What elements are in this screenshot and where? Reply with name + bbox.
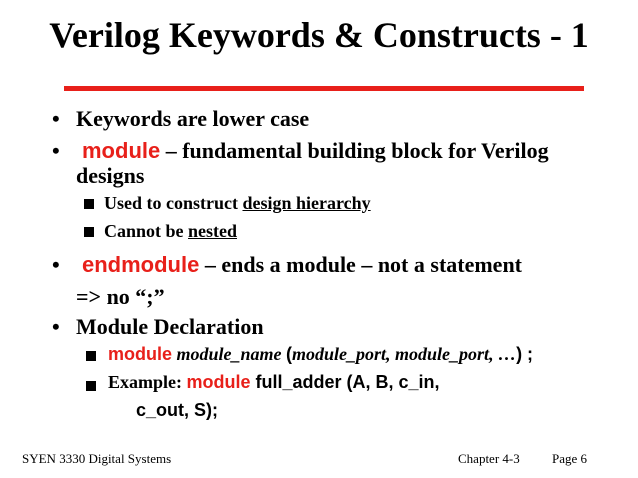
bullet-module-continuation: designs bbox=[76, 163, 145, 188]
bullet-dot: • bbox=[52, 252, 60, 277]
bullet-endmodule bbox=[82, 252, 522, 278]
sub-bullet-hierarchy bbox=[104, 193, 371, 214]
example-label: Example: bbox=[108, 372, 187, 392]
sub-bullet-hierarchy-text: Used to construct bbox=[104, 193, 243, 213]
square-bullet-icon bbox=[86, 381, 96, 391]
sub-bullet-example bbox=[108, 372, 440, 393]
example-code-continuation: c_out, S); bbox=[136, 400, 219, 420]
square-bullet-icon bbox=[84, 199, 94, 209]
square-bullet-icon bbox=[84, 227, 94, 237]
title-underline bbox=[64, 86, 584, 91]
footer-chapter: Chapter 4-3 bbox=[458, 451, 520, 466]
keyword-module-syntax: module bbox=[108, 344, 173, 364]
bullet-dot: • bbox=[52, 314, 60, 339]
port-ellipsis: , … bbox=[489, 344, 517, 364]
module-port-2: module_port bbox=[395, 344, 490, 364]
sub-bullet-module-syntax bbox=[108, 344, 533, 365]
bullet-endmodule-continuation: => no “;” bbox=[76, 284, 165, 309]
footer-page: Page 6 bbox=[552, 451, 588, 466]
bullet-endmodule-text: – ends a module – not a statement bbox=[199, 252, 523, 277]
slide-title: Verilog Keywords & Constructs - 1 bbox=[49, 15, 589, 55]
bullet-module-text: – fundamental building block for Verilog bbox=[160, 138, 549, 163]
design-hierarchy-underlined: design hierarchy bbox=[242, 193, 371, 213]
bullet-keywords: Keywords are lower case bbox=[76, 106, 310, 131]
keyword-endmodule: endmodule bbox=[82, 252, 200, 277]
sub-bullet-nested bbox=[104, 221, 237, 242]
bullet-module bbox=[82, 138, 549, 164]
square-bullet-icon bbox=[86, 351, 96, 361]
keyword-module: module bbox=[82, 138, 161, 163]
port-separator: , bbox=[386, 344, 396, 364]
bullet-module-declaration: Module Declaration bbox=[76, 314, 264, 339]
open-paren: ( bbox=[286, 344, 293, 364]
bullet-dot: • bbox=[52, 138, 60, 163]
close-paren: ) ; bbox=[516, 344, 534, 364]
bullet-dot: • bbox=[52, 106, 60, 131]
sub-bullet-nested-text: Cannot be bbox=[104, 221, 189, 241]
nested-underlined: nested bbox=[188, 221, 238, 241]
example-code: full_adder (A, B, c_in, bbox=[250, 372, 440, 392]
footer-course: SYEN 3330 Digital Systems bbox=[22, 451, 172, 466]
module-port-1: module_port bbox=[292, 344, 387, 364]
module-name-text: module_name bbox=[172, 344, 287, 364]
keyword-module-example: module bbox=[186, 372, 251, 392]
